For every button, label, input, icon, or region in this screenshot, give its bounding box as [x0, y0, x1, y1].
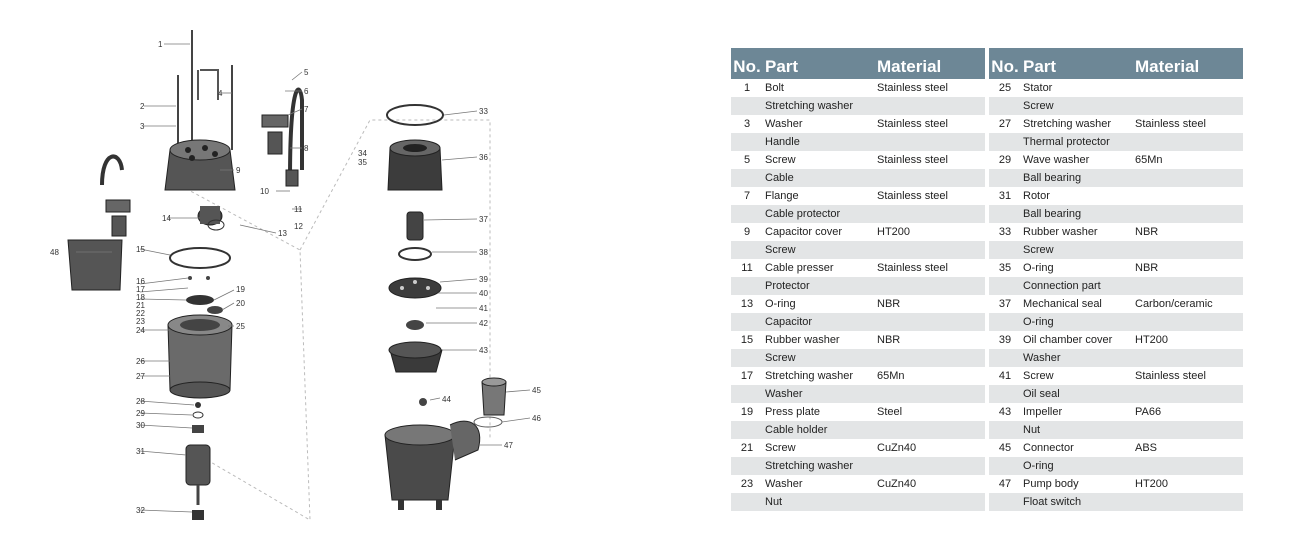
- header-part: Part: [765, 57, 799, 76]
- cell-no: 17: [740, 370, 754, 382]
- table-row: [989, 187, 1243, 205]
- cell-part: Washer: [1023, 352, 1061, 364]
- callout-label: 20: [236, 299, 245, 308]
- header-no: No.: [991, 57, 1019, 76]
- table-row: [989, 241, 1243, 259]
- cell-part: Rubber washer: [765, 334, 840, 346]
- cell-no: 7: [743, 190, 751, 202]
- table-row: [731, 97, 985, 115]
- cell-material: HT200: [877, 226, 911, 238]
- cell-material: NBR: [877, 334, 901, 346]
- table-row: [989, 169, 1243, 187]
- callout-label: 23: [136, 317, 145, 326]
- callout-label: 7: [304, 105, 309, 114]
- cell-part: Oil seal: [1023, 388, 1060, 400]
- cell-part: Cable holder: [765, 424, 828, 436]
- cell-part: Stretching washer: [765, 370, 854, 382]
- header-material: Material: [1135, 57, 1200, 76]
- cell-part: Stretching washer: [765, 100, 854, 112]
- cell-material: HT200: [1135, 334, 1169, 346]
- callout-label: 43: [479, 346, 488, 355]
- callout-label: 14: [162, 214, 171, 223]
- cell-no: 21: [740, 442, 754, 454]
- callout-label: 45: [532, 386, 541, 395]
- callout-label: 1: [158, 40, 163, 49]
- cell-part: Handle: [765, 136, 800, 148]
- callout-label: 3: [140, 122, 145, 131]
- table-row: [989, 421, 1243, 439]
- callout-label: 27: [136, 372, 145, 381]
- cell-part: Washer: [765, 388, 803, 400]
- table-row: [989, 133, 1243, 151]
- callout-label: 21: [136, 301, 145, 310]
- table-row: [989, 151, 1243, 169]
- cell-part: Screw: [1023, 370, 1054, 382]
- cell-part: Stator: [1023, 82, 1053, 94]
- callout-label: 34: [358, 149, 367, 158]
- cell-no: 25: [998, 82, 1012, 94]
- table-row: [989, 403, 1243, 421]
- pump-drawing: [40, 20, 580, 540]
- callout-label: 30: [136, 421, 145, 430]
- mechanical-seal: [407, 212, 423, 240]
- table-row: [731, 313, 985, 331]
- table-row: [731, 241, 985, 259]
- o-ring-15: [170, 248, 230, 268]
- header-part: Part: [1023, 57, 1057, 76]
- cell-part: Cable protector: [765, 208, 841, 220]
- pump-body: [385, 421, 480, 510]
- cell-no: 47: [998, 478, 1012, 490]
- cell-no: 39: [998, 334, 1012, 346]
- cell-material: CuZn40: [877, 442, 917, 454]
- stator-housing: [168, 315, 232, 398]
- cable-right: [262, 90, 302, 186]
- cell-part: Bolt: [765, 82, 784, 94]
- cell-no: 23: [740, 478, 754, 490]
- callout-label: 13: [278, 229, 287, 238]
- cell-no: 3: [743, 118, 751, 130]
- table-row: [731, 331, 985, 349]
- table-row: [731, 493, 985, 511]
- callout-label: 29: [136, 409, 145, 418]
- callout-label: 37: [479, 215, 488, 224]
- o-ring-38: [399, 248, 431, 260]
- callout-label: 17: [136, 285, 145, 294]
- cell-part: Nut: [765, 496, 783, 508]
- table-row: [731, 349, 985, 367]
- cell-part: Screw: [765, 442, 796, 454]
- callout-label: 38: [479, 248, 488, 257]
- callout-label: 28: [136, 397, 145, 406]
- table-row: [989, 385, 1243, 403]
- cell-material: NBR: [877, 298, 901, 310]
- cell-part: Ball bearing: [1023, 208, 1082, 220]
- cell-part: Impeller: [1023, 406, 1063, 418]
- cell-part: O-ring: [1023, 262, 1054, 274]
- cell-no: 9: [743, 226, 751, 238]
- cell-part: Capacitor: [765, 316, 813, 328]
- cell-no: 31: [998, 190, 1012, 202]
- cell-no: 5: [743, 154, 751, 166]
- callout-label: 31: [136, 447, 145, 456]
- callout-label: 9: [236, 166, 241, 175]
- table-row: [989, 439, 1243, 457]
- cell-part: Stretching washer: [765, 460, 854, 472]
- callout-label: 44: [442, 395, 451, 404]
- callout-label: 18: [136, 293, 145, 302]
- cable-left-float: [68, 156, 130, 290]
- table-row: [731, 385, 985, 403]
- cell-no: 1: [743, 82, 751, 94]
- cell-part: Wave washer: [1023, 154, 1090, 166]
- table-row: [731, 79, 985, 97]
- cell-material: Carbon/ceramic: [1135, 298, 1213, 310]
- table-body-right: [989, 79, 1243, 511]
- cell-part: Cable: [765, 172, 794, 184]
- cell-part: Screw: [1023, 100, 1054, 112]
- cell-part: Cable presser: [765, 262, 834, 274]
- table-row: [731, 187, 985, 205]
- table-row: [731, 115, 985, 133]
- cell-part: O-ring: [765, 298, 796, 310]
- header-material: Material: [877, 57, 942, 76]
- cell-no: 33: [998, 226, 1012, 238]
- capacitor-cover: [165, 140, 235, 190]
- callout-label: 4: [218, 89, 223, 98]
- cell-part: Press plate: [765, 406, 821, 418]
- callout-label: 48: [50, 248, 59, 257]
- table-row: [731, 475, 985, 493]
- callout-label: 24: [136, 326, 145, 335]
- cell-part: Washer: [765, 118, 803, 130]
- cell-part: Capacitor cover: [765, 226, 843, 238]
- table-row: [731, 439, 985, 457]
- cell-part: Stretching washer: [1023, 118, 1112, 130]
- table-row: [731, 205, 985, 223]
- table-body-left: [731, 79, 985, 511]
- callout-label: 5: [304, 68, 309, 77]
- rubber-washer-33: [387, 105, 443, 125]
- cell-part: Washer: [765, 478, 803, 490]
- callout-label: 47: [504, 441, 513, 450]
- table-row: [731, 169, 985, 187]
- callout-label: 22: [136, 309, 145, 318]
- cell-part: Float switch: [1023, 496, 1082, 508]
- table-row: [731, 421, 985, 439]
- cell-part: Oil chamber cover: [1023, 334, 1113, 346]
- table-row: [989, 457, 1243, 475]
- capacitor: [198, 206, 224, 230]
- parts-table-left: [731, 48, 985, 511]
- cell-material: Stainless steel: [877, 262, 948, 274]
- oil-chamber-cover: [389, 278, 441, 330]
- callout-label: 39: [479, 275, 488, 284]
- callout-label: 36: [479, 153, 488, 162]
- header-no: No.: [733, 57, 761, 76]
- cell-material: 65Mn: [1135, 154, 1163, 166]
- cell-part: Screw: [765, 352, 796, 364]
- table-row: [989, 295, 1243, 313]
- callout-label: 16: [136, 277, 145, 286]
- cell-material: CuZn40: [877, 478, 917, 490]
- callout-label: 41: [479, 304, 488, 313]
- callout-label: 19: [236, 285, 245, 294]
- cell-part: Screw: [765, 154, 796, 166]
- cell-material: Stainless steel: [1135, 370, 1206, 382]
- cell-material: HT200: [1135, 478, 1169, 490]
- table-row: [731, 295, 985, 313]
- table-row: [989, 349, 1243, 367]
- cell-part: O-ring: [1023, 460, 1054, 472]
- callout-label: 25: [236, 322, 245, 331]
- cell-part: Ball bearing: [1023, 172, 1082, 184]
- cell-material: Stainless steel: [877, 82, 948, 94]
- cell-part: Rubber washer: [1023, 226, 1098, 238]
- table-row: [989, 313, 1243, 331]
- cell-material: ABS: [1135, 442, 1158, 454]
- cell-no: 37: [998, 298, 1012, 310]
- table-header: [731, 48, 985, 79]
- parts-table-right: [989, 48, 1243, 511]
- table-row: [989, 331, 1243, 349]
- table-row: [731, 277, 985, 295]
- table-row: [989, 223, 1243, 241]
- cell-material: Stainless steel: [1135, 118, 1206, 130]
- callout-label: 46: [532, 414, 541, 423]
- callout-label: 12: [294, 222, 303, 231]
- callout-label: 8: [304, 144, 309, 153]
- table-row: [731, 259, 985, 277]
- table-row: [989, 367, 1243, 385]
- connector-45: [419, 378, 506, 427]
- cell-material: Stainless steel: [877, 190, 948, 202]
- callout-label: 32: [136, 506, 145, 515]
- impeller: [389, 342, 442, 372]
- table-row: [989, 259, 1243, 277]
- cell-no: 29: [998, 154, 1012, 166]
- cell-part: Protector: [765, 280, 810, 292]
- rotor-shaft: [186, 402, 210, 520]
- table-header: [989, 48, 1243, 79]
- cell-material: Stainless steel: [877, 118, 948, 130]
- table-row: [989, 493, 1243, 511]
- table-row: [731, 151, 985, 169]
- cell-no: 19: [740, 406, 754, 418]
- cell-part: Pump body: [1023, 478, 1079, 490]
- cell-no: 41: [998, 370, 1012, 382]
- cell-part: Connection part: [1023, 280, 1101, 292]
- cell-no: 11: [741, 262, 753, 274]
- cell-no: 43: [998, 406, 1012, 418]
- callout-label: 40: [479, 289, 488, 298]
- table-row: [731, 367, 985, 385]
- table-row: [989, 205, 1243, 223]
- table-row: [731, 223, 985, 241]
- table-row: [731, 133, 985, 151]
- callout-label: 10: [260, 187, 269, 196]
- small-parts-16-23: [186, 276, 223, 314]
- connection-part: [388, 140, 442, 190]
- callout-label: 42: [479, 319, 488, 328]
- table-row: [731, 403, 985, 421]
- cell-material: PA66: [1135, 406, 1162, 418]
- table-row: [989, 115, 1243, 133]
- cell-no: 13: [740, 298, 754, 310]
- exploded-pump-diagram: [40, 20, 580, 540]
- callout-label: 26: [136, 357, 145, 366]
- cell-part: Screw: [765, 244, 796, 256]
- cell-no: 35: [998, 262, 1012, 274]
- cell-material: Steel: [877, 406, 903, 418]
- cell-material: Stainless steel: [877, 154, 948, 166]
- table-row: [989, 277, 1243, 295]
- cell-material: 65Mn: [877, 370, 905, 382]
- cell-part: Screw: [1023, 244, 1054, 256]
- table-row: [989, 475, 1243, 493]
- cell-part: Nut: [1023, 424, 1041, 436]
- callout-label: 35: [358, 158, 367, 167]
- cell-part: Rotor: [1023, 190, 1050, 202]
- table-row: [731, 457, 985, 475]
- table-row: [989, 97, 1243, 115]
- callout-label: 33: [479, 107, 488, 116]
- cell-no: 15: [740, 334, 754, 346]
- callout-label: 6: [304, 87, 309, 96]
- cell-no: 27: [998, 118, 1012, 130]
- cell-no: 45: [998, 442, 1012, 454]
- table-row: [989, 79, 1243, 97]
- callout-label: 11: [294, 205, 303, 214]
- cell-part: Thermal protector: [1023, 136, 1110, 148]
- cell-material: NBR: [1135, 226, 1159, 238]
- callout-label: 2: [140, 102, 145, 111]
- callout-label: 15: [136, 245, 145, 254]
- cell-part: Flange: [765, 190, 799, 202]
- cell-material: NBR: [1135, 262, 1159, 274]
- cell-part: Mechanical seal: [1023, 298, 1102, 310]
- cell-part: Connector: [1023, 442, 1074, 454]
- cell-part: O-ring: [1023, 316, 1054, 328]
